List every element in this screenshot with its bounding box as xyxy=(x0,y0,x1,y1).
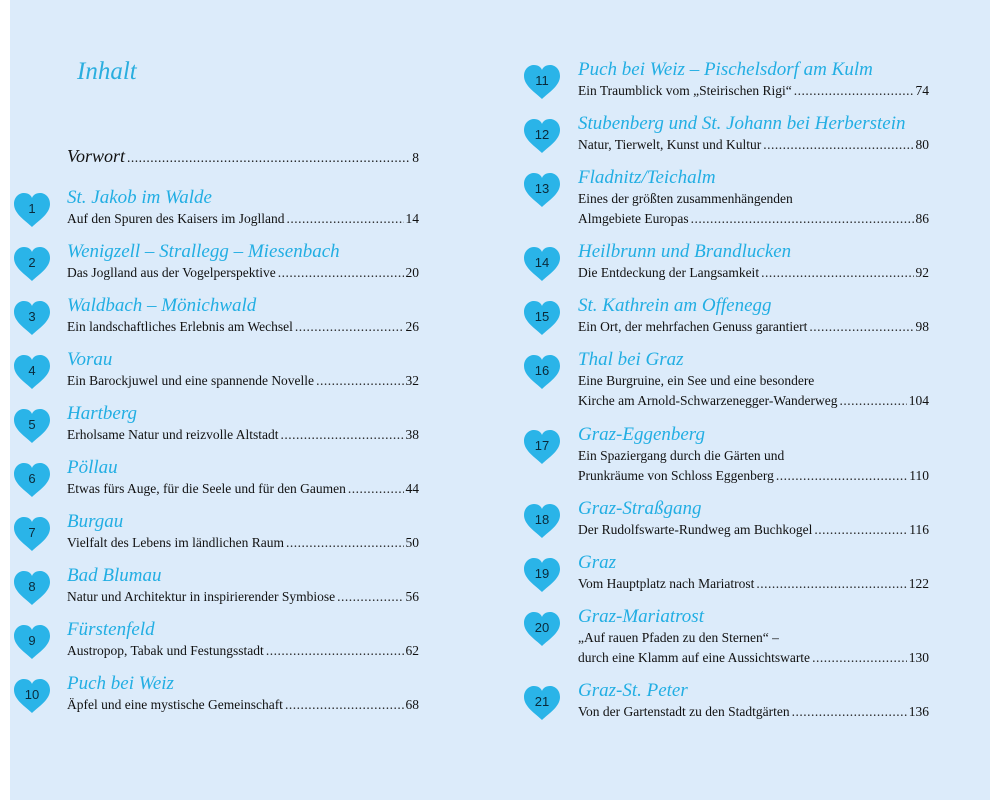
chapter-subtitle: Von der Gartenstadt zu den Stadtgärten xyxy=(578,704,790,719)
chapter-subtitle: Der Rudolfswarte-Rundweg am Buchkogel xyxy=(578,522,813,537)
leader-dots xyxy=(295,317,404,337)
chapter-number: 1 xyxy=(28,201,36,216)
heart-icon xyxy=(522,172,562,208)
toc-entry[interactable] xyxy=(578,295,929,337)
toc-entry[interactable] xyxy=(67,349,419,391)
leader-dots xyxy=(792,702,907,722)
chapter-subtitle: Die Entdeckung der Langsamkeit xyxy=(578,265,760,280)
chapter-heading: Puch bei Weiz xyxy=(67,673,174,694)
page-number: 136 xyxy=(908,704,929,719)
leader-dots xyxy=(286,209,403,229)
chapter-subtitle: Almgebiete Europas xyxy=(578,211,689,226)
toc-entry-vorwort[interactable] xyxy=(67,146,419,167)
toc-entry[interactable] xyxy=(578,241,929,283)
chapter-subtitle-line xyxy=(578,371,929,391)
page-number: 110 xyxy=(909,468,929,483)
chapter-subtitle-line xyxy=(578,466,929,486)
chapter-subtitle: Kirche am Arnold-Schwarzenegger-Wanderweg xyxy=(578,393,838,408)
toc-entry[interactable] xyxy=(67,187,419,229)
toc-entry[interactable] xyxy=(67,403,419,445)
page-number: 98 xyxy=(915,319,929,334)
chapter-heading: Fladnitz/Teichalm xyxy=(578,167,716,188)
chapter-heading: Fürstenfeld xyxy=(67,619,155,640)
leader-dots xyxy=(794,81,914,101)
chapter-number: 5 xyxy=(28,417,36,432)
heart-icon xyxy=(522,246,562,282)
chapter-number: 21 xyxy=(534,694,550,709)
heart-icon xyxy=(12,462,52,498)
chapter-number: 17 xyxy=(534,438,550,453)
leader-dots xyxy=(280,425,403,445)
chapter-heading: Graz-St. Peter xyxy=(578,680,688,701)
toc-entry[interactable] xyxy=(578,59,929,101)
chapter-number: 3 xyxy=(28,309,36,324)
chapter-subtitle: Natur und Architektur in inspirierender Symbiose xyxy=(67,589,336,604)
chapter-number: 11 xyxy=(535,73,549,88)
leader-dots xyxy=(691,209,914,229)
leader-dots xyxy=(316,371,403,391)
page-number: 26 xyxy=(405,319,419,334)
leader-dots xyxy=(812,648,907,668)
toc-entry[interactable] xyxy=(67,295,419,337)
chapter-subtitle-line xyxy=(578,628,929,648)
heart-icon xyxy=(12,624,52,660)
chapter-subtitle-line xyxy=(67,371,419,391)
page-number: 130 xyxy=(908,650,929,665)
chapter-number: 2 xyxy=(28,255,36,270)
chapter-subtitle: Ein landschaftliches Erlebnis am Wechsel xyxy=(67,319,293,334)
chapter-subtitle-line xyxy=(67,209,419,229)
toc-entry[interactable] xyxy=(578,606,929,668)
chapter-subtitle: Ein Traumblick vom „Steirischen Rigi“ xyxy=(578,83,792,98)
chapter-subtitle: Erholsame Natur und reizvolle Altstadt xyxy=(67,427,279,442)
heart-icon xyxy=(12,246,52,282)
leader-dots xyxy=(286,533,403,553)
chapter-heading: St. Jakob im Walde xyxy=(67,187,212,208)
toc-entry[interactable] xyxy=(578,552,929,594)
toc-entry[interactable] xyxy=(578,424,929,486)
chapter-subtitle-line xyxy=(67,425,419,445)
leader-dots xyxy=(285,695,404,715)
leader-dots xyxy=(348,479,404,499)
chapter-number: 13 xyxy=(534,181,550,196)
chapter-subtitle: durch eine Klamm auf eine Aussichtswarte xyxy=(578,650,811,665)
page-number: 104 xyxy=(908,393,929,408)
chapter-heading: Pöllau xyxy=(67,457,118,478)
chapter-number: 6 xyxy=(28,471,36,486)
toc-entry[interactable] xyxy=(67,241,419,283)
chapter-subtitle: Das Joglland aus der Vogelperspektive xyxy=(67,265,276,280)
heart-icon xyxy=(12,300,52,336)
leader-dots xyxy=(809,317,913,337)
toc-entry[interactable] xyxy=(67,565,419,607)
chapter-subtitle: Ein Spaziergang durch die Gärten und xyxy=(578,448,785,463)
leader-dots xyxy=(127,150,410,166)
chapter-subtitle: „Auf rauen Pfaden zu den Sternen“ – xyxy=(578,630,779,645)
chapter-number: 19 xyxy=(534,566,550,581)
vorwort-label: Vorwort xyxy=(67,146,126,166)
chapter-number: 16 xyxy=(534,363,550,378)
vorwort-page: 8 xyxy=(412,150,419,165)
chapter-subtitle-line xyxy=(578,209,929,229)
chapter-subtitle: Ein Barockjuwel und eine spannende Novelle xyxy=(67,373,315,388)
chapter-subtitle-line xyxy=(578,648,929,668)
page-number: 20 xyxy=(405,265,419,280)
heart-icon xyxy=(522,64,562,100)
heart-icon xyxy=(522,354,562,390)
chapter-number: 4 xyxy=(28,363,36,378)
chapter-subtitle: Prunkräume von Schloss Eggenberg xyxy=(578,468,774,483)
chapter-heading: Waldbach – Mönichwald xyxy=(67,295,257,316)
heart-icon xyxy=(522,300,562,336)
chapter-number: 15 xyxy=(534,309,550,324)
chapter-subtitle-line xyxy=(578,446,929,466)
page-number: 38 xyxy=(405,427,419,442)
leader-dots xyxy=(776,466,907,486)
page-number: 116 xyxy=(909,522,929,537)
chapter-subtitle-line xyxy=(578,574,929,594)
chapter-subtitle-line xyxy=(578,702,929,722)
heart-icon xyxy=(12,408,52,444)
leader-dots xyxy=(761,263,913,283)
chapter-heading: Bad Blumau xyxy=(67,565,162,586)
heart-icon xyxy=(12,570,52,606)
page-number: 44 xyxy=(405,481,419,496)
chapter-subtitle-line xyxy=(67,587,419,607)
chapter-subtitle: Ein Ort, der mehrfachen Genuss garantiert xyxy=(578,319,808,334)
toc-entry[interactable] xyxy=(578,113,929,155)
page-number: 80 xyxy=(915,137,929,152)
heart-icon xyxy=(12,354,52,390)
chapter-heading: Vorau xyxy=(67,349,113,370)
leader-dots xyxy=(840,391,907,411)
chapter-heading: St. Kathrein am Offenegg xyxy=(578,295,772,316)
chapter-subtitle-line xyxy=(67,695,419,715)
heart-icon xyxy=(522,503,562,539)
chapter-subtitle-line xyxy=(578,135,929,155)
chapter-heading: Puch bei Weiz – Pischelsdorf am Kulm xyxy=(578,59,873,80)
heart-icon xyxy=(522,429,562,465)
chapter-subtitle-line xyxy=(578,520,929,540)
chapter-subtitle: Eines der größten zusammenhängenden xyxy=(578,191,793,206)
toc-entry[interactable] xyxy=(578,680,929,722)
page-number: 50 xyxy=(405,535,419,550)
page-number: 56 xyxy=(405,589,419,604)
chapter-number: 20 xyxy=(534,620,550,635)
heart-icon xyxy=(522,611,562,647)
chapter-heading: Hartberg xyxy=(67,403,138,424)
chapter-subtitle: Äpfel und eine mystische Gemeinschaft xyxy=(67,697,283,712)
heart-icon xyxy=(522,118,562,154)
chapter-heading: Burgau xyxy=(67,511,124,532)
chapter-subtitle-line xyxy=(67,641,419,661)
chapter-subtitle-line xyxy=(578,391,929,411)
chapter-heading: Graz xyxy=(578,552,617,573)
page-number: 32 xyxy=(405,373,419,388)
page-number: 14 xyxy=(405,211,419,226)
heart-icon xyxy=(522,557,562,593)
leader-dots xyxy=(337,587,403,607)
chapter-number: 14 xyxy=(534,255,550,270)
chapter-subtitle-line xyxy=(578,263,929,283)
heart-icon xyxy=(12,516,52,552)
chapter-heading: Graz-Mariatrost xyxy=(578,606,704,627)
chapter-subtitle-line xyxy=(578,317,929,337)
heart-icon xyxy=(12,192,52,228)
chapter-subtitle: Natur, Tierwelt, Kunst und Kultur xyxy=(578,137,762,152)
chapter-number: 8 xyxy=(28,579,36,594)
chapter-number: 12 xyxy=(534,127,550,142)
heart-icon xyxy=(522,685,562,721)
chapter-subtitle-line xyxy=(578,189,929,209)
chapter-subtitle: Auf den Spuren des Kaisers im Joglland xyxy=(67,211,285,226)
toc-entry[interactable] xyxy=(67,457,419,499)
heart-icon xyxy=(12,678,52,714)
page-title: Inhalt xyxy=(77,58,137,85)
chapter-number: 18 xyxy=(534,512,550,527)
page-number: 86 xyxy=(915,211,929,226)
page-number: 62 xyxy=(405,643,419,658)
leader-dots xyxy=(266,641,404,661)
toc-entry[interactable] xyxy=(578,498,929,540)
chapter-heading: Thal bei Graz xyxy=(578,349,684,370)
chapter-subtitle-line xyxy=(67,533,419,553)
toc-entry[interactable] xyxy=(67,619,419,661)
chapter-number: 9 xyxy=(28,633,36,648)
chapter-heading: Graz-Eggenberg xyxy=(578,424,705,445)
page-number: 122 xyxy=(908,576,929,591)
chapter-subtitle: Austropop, Tabak und Festungsstadt xyxy=(67,643,264,658)
chapter-heading: Heilbrunn und Brandlucken xyxy=(578,241,792,262)
leader-dots xyxy=(763,135,913,155)
leader-dots xyxy=(756,574,906,594)
page-number: 92 xyxy=(915,265,929,280)
chapter-heading: Stubenberg und St. Johann bei Herberstein xyxy=(578,113,906,134)
toc-entry[interactable] xyxy=(578,349,929,411)
chapter-subtitle: Vom Hauptplatz nach Mariatrost xyxy=(578,576,755,591)
chapter-heading: Graz-Straßgang xyxy=(578,498,702,519)
toc-entry[interactable] xyxy=(67,673,419,715)
chapter-heading: Wenigzell – Strallegg – Miesenbach xyxy=(67,241,340,262)
chapter-number: 10 xyxy=(24,687,40,702)
chapter-subtitle-line xyxy=(578,81,929,101)
chapter-subtitle: Vielfalt des Lebens im ländlichen Raum xyxy=(67,535,285,550)
chapter-subtitle-line xyxy=(67,479,419,499)
chapter-subtitle-line xyxy=(67,263,419,283)
toc-entry[interactable] xyxy=(578,167,929,229)
leader-dots xyxy=(278,263,404,283)
page-number: 74 xyxy=(915,83,929,98)
chapter-subtitle: Eine Burgruine, ein See und eine besondere xyxy=(578,373,815,388)
chapter-subtitle-line xyxy=(67,317,419,337)
chapter-number: 7 xyxy=(28,525,36,540)
page-number: 68 xyxy=(405,697,419,712)
chapter-subtitle: Etwas fürs Auge, für die Seele und für den Gaumen xyxy=(67,481,346,496)
toc-entry[interactable] xyxy=(67,511,419,553)
leader-dots xyxy=(814,520,907,540)
